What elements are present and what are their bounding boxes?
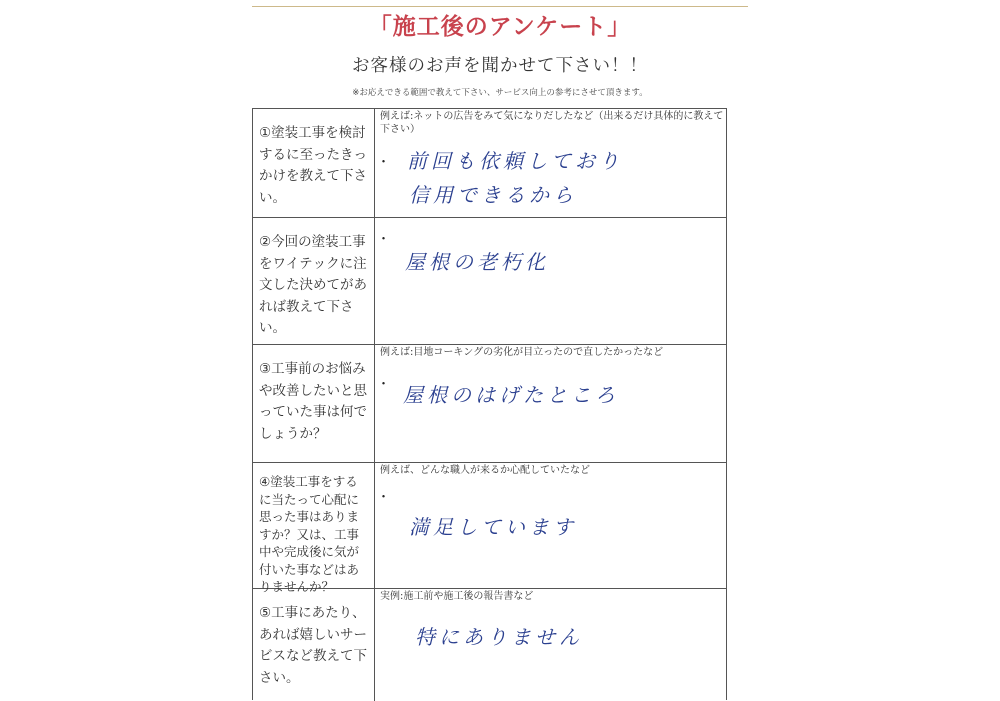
answer-cell-1 [375,109,726,217]
top-rule [252,6,748,7]
question-4: ④塗装工事をするに当たって心配に思った事はありますか？又は、工事中や完成後に気が付いた事などはありませんか？ [253,463,375,588]
question-3: ③工事前のお悩みや改善したいと思っていた事は何でしょうか？ [253,345,375,462]
question-5: ⑤工事にあたり、あれば嬉しいサービスなど教えて下さい。 [253,589,375,701]
answer-cell-4 [375,463,726,588]
question-1: ①塗装工事を検討するに至ったきっかけを教えて下さい。 [253,109,375,217]
answer-cell-2 [375,218,726,344]
example-text-1: 例えば:ネットの広告をみて気になりだしたなど（出来るだけ具体的に教えて下さい） [380,111,724,135]
answer-bullet-2: ・ [377,232,391,247]
handwritten-answer-5: 特にありません [415,625,583,649]
survey-row-1 [253,109,726,218]
handwritten-answer-1b: 信用できるから [409,183,577,207]
answer-bullet-3: ・ [377,377,391,392]
example-text-3: 例えば:目地コーキングの劣化が目立ったので直したかったなど [380,347,664,358]
handwritten-answer-1a: 前回も依頼しており [407,149,623,173]
answer-cell-5 [375,589,726,701]
page-subtitle: お客様のお声を聞かせて下さい！！ [352,56,648,76]
survey-table [252,108,727,700]
example-text-5: 実例:施工前や施工後の報告書など [380,591,534,602]
answer-bullet-4: ・ [377,490,391,505]
handwritten-answer-4: 満足しています [409,515,577,539]
survey-row-2 [253,218,726,345]
question-2: ②今回の塗装工事をワイテックに注文した決めてがあれば教えて下さい。 [253,218,375,344]
example-text-4: 例えば、どんな職人が来るか心配していたなど [380,465,590,476]
survey-row-5 [253,589,726,701]
handwritten-answer-2: 屋根の老朽化 [405,250,549,274]
survey-row-3 [253,345,726,463]
survey-row-4 [253,463,726,594]
handwritten-answer-3: 屋根のはげたところ [403,383,619,407]
answer-bullet-1: ・ [377,155,391,170]
answer-cell-3 [375,345,726,462]
page-title: 「施工後のアンケート」 [368,14,632,40]
instruction-note: ※お応えできる範囲で教えて下さい、サービス向上の参考にさせて頂きます。 [352,88,648,98]
